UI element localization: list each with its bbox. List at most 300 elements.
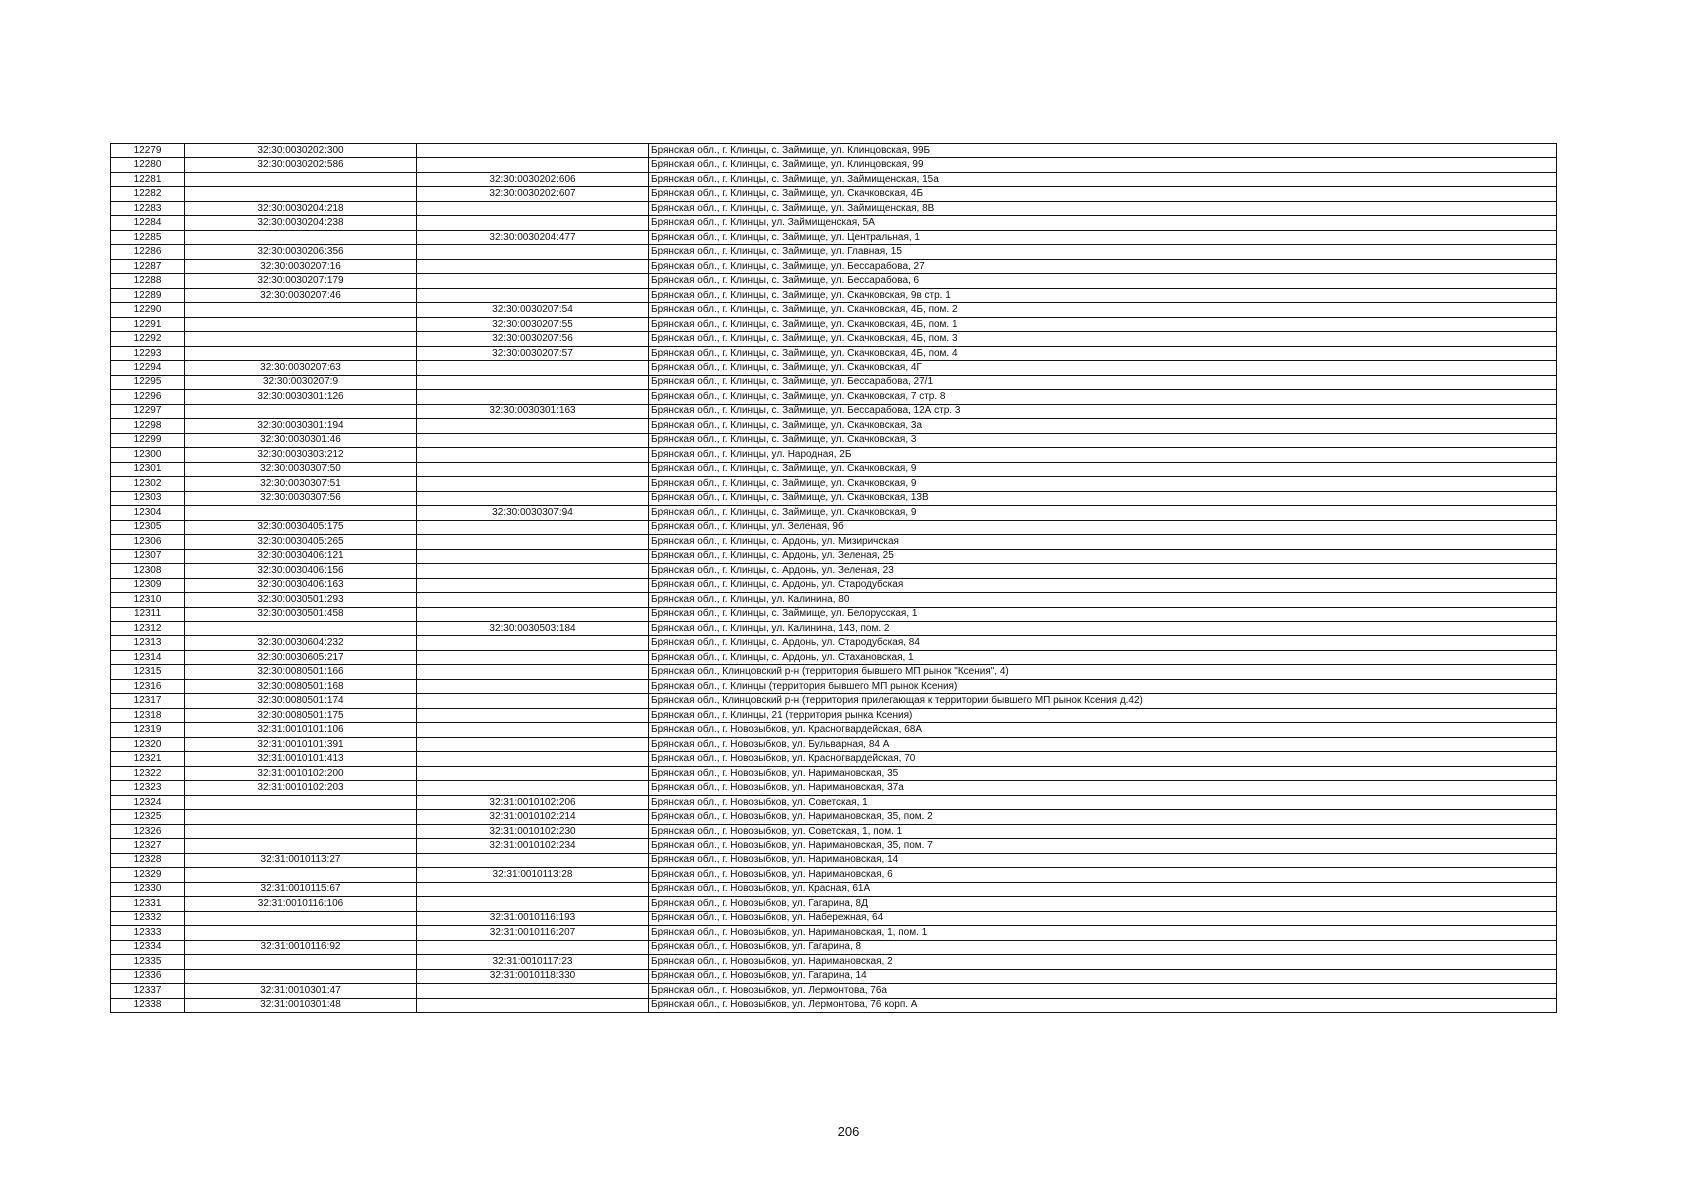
address-cell: Брянская обл., г. Новозыбков, ул. Гагарина, 8Д (649, 897, 1557, 911)
address-cell: Брянская обл., г. Клинцы, с. Займище, ул. Скачковская, 9в стр. 1 (649, 288, 1557, 302)
cadastral-number-premises-cell (417, 940, 649, 954)
cadastral-number-premises-cell: 32:30:0030207:54 (417, 303, 649, 317)
row-number-cell: 12312 (111, 621, 185, 635)
cadastral-number-premises-cell: 32:30:0030204:477 (417, 230, 649, 244)
cadastral-number-premises-cell (417, 216, 649, 230)
table-row (111, 433, 1557, 447)
row-number-cell: 12327 (111, 839, 185, 853)
row-number-cell: 12333 (111, 926, 185, 940)
table-row (111, 172, 1557, 186)
table-row (111, 665, 1557, 679)
address-cell: Брянская обл., г. Новозыбков, ул. Красная, 61А (649, 882, 1557, 896)
row-number-cell: 12320 (111, 737, 185, 751)
address-cell: Брянская обл., г. Клинцы, с. Займище, ул. Скачковская, 13В (649, 491, 1557, 505)
address-cell: Брянская обл., Клинцовский р-н (территория прилегающая к территории бывшего МП рынок Ксения д.42) (649, 694, 1557, 708)
cadastral-number-building-cell: 32:31:0010113:27 (185, 853, 417, 867)
address-cell: Брянская обл., г. Клинцы, с. Ардонь, ул. Мизиричская (649, 535, 1557, 549)
table-row (111, 506, 1557, 520)
address-cell: Брянская обл., г. Клинцы, ул. Народная, 2Б (649, 448, 1557, 462)
address-cell: Брянская обл., г. Клинцы, с. Займище, ул. Займищенская, 8В (649, 201, 1557, 215)
cadastral-number-building-cell: 32:30:0030207:179 (185, 274, 417, 288)
address-cell: Брянская обл., г. Новозыбков, ул. Гагарина, 14 (649, 969, 1557, 983)
cadastral-number-premises-cell: 32:31:0010113:28 (417, 868, 649, 882)
table-row (111, 549, 1557, 563)
row-number-cell: 12319 (111, 723, 185, 737)
address-cell: Брянская обл., г. Клинцы, с. Займище, ул. Скачковская, 9 (649, 462, 1557, 476)
address-cell: Брянская обл., г. Клинцы, с. Займище, ул. Центральная, 1 (649, 230, 1557, 244)
row-number-cell: 12283 (111, 201, 185, 215)
cadastral-number-premises-cell (417, 549, 649, 563)
row-number-cell: 12304 (111, 506, 185, 520)
address-cell: Брянская обл., г. Новозыбков, ул. Набережная, 64 (649, 911, 1557, 925)
cadastral-number-building-cell: 32:30:0030604:232 (185, 636, 417, 650)
table-row (111, 317, 1557, 331)
address-cell: Брянская обл., г. Клинцы, с. Займище, ул. Скачковская, 4Г (649, 361, 1557, 375)
cadastral-number-premises-cell (417, 477, 649, 491)
address-cell: Брянская обл., г. Новозыбков, ул. Наримановская, 35, пом. 2 (649, 810, 1557, 824)
row-number-cell: 12322 (111, 766, 185, 780)
cadastral-number-premises-cell (417, 361, 649, 375)
row-number-cell: 12308 (111, 564, 185, 578)
cadastral-number-building-cell: 32:30:0030207:16 (185, 259, 417, 273)
cadastral-number-building-cell: 32:30:0030301:194 (185, 419, 417, 433)
address-cell: Брянская обл., г. Клинцы, с. Займище, ул. Скачковская, 4Б, пом. 3 (649, 332, 1557, 346)
row-number-cell: 12299 (111, 433, 185, 447)
row-number-cell: 12293 (111, 346, 185, 360)
cadastral-number-premises-cell (417, 564, 649, 578)
row-number-cell: 12298 (111, 419, 185, 433)
cadastral-number-premises-cell (417, 491, 649, 505)
cadastral-number-premises-cell: 32:31:0010102:234 (417, 839, 649, 853)
cadastral-number-building-cell: 32:31:0010101:106 (185, 723, 417, 737)
cadastral-number-building-cell (185, 868, 417, 882)
table-row (111, 839, 1557, 853)
cadastral-number-building-cell: 32:31:0010101:413 (185, 752, 417, 766)
cadastral-number-building-cell: 32:30:0030307:51 (185, 477, 417, 491)
cadastral-number-building-cell (185, 172, 417, 186)
cadastral-number-premises-cell: 32:31:0010116:207 (417, 926, 649, 940)
address-cell: Брянская обл., г. Клинцы (территория бывшего МП рынок Ксения) (649, 679, 1557, 693)
address-cell: Брянская обл., г. Клинцы, с. Займище, ул. Бессарабова, 6 (649, 274, 1557, 288)
table-row (111, 361, 1557, 375)
row-number-cell: 12306 (111, 535, 185, 549)
cadastral-number-building-cell (185, 969, 417, 983)
table-row (111, 868, 1557, 882)
row-number-cell: 12291 (111, 317, 185, 331)
table-row (111, 448, 1557, 462)
cadastral-number-building-cell: 32:30:0030605:217 (185, 650, 417, 664)
row-number-cell: 12328 (111, 853, 185, 867)
address-cell: Брянская обл., г. Клинцы, с. Ардонь, ул. Стахановская, 1 (649, 650, 1557, 664)
table-row (111, 853, 1557, 867)
cadastral-number-premises-cell (417, 448, 649, 462)
table-row (111, 998, 1557, 1012)
table-row (111, 621, 1557, 635)
cadastral-number-building-cell: 32:31:0010116:92 (185, 940, 417, 954)
cadastral-number-premises-cell (417, 462, 649, 476)
cadastral-number-building-cell (185, 230, 417, 244)
address-cell: Брянская обл., г. Новозыбков, ул. Советская, 1 (649, 795, 1557, 809)
cadastral-number-premises-cell (417, 781, 649, 795)
row-number-cell: 12296 (111, 390, 185, 404)
table-row (111, 723, 1557, 737)
cadastral-number-premises-cell: 32:31:0010118:330 (417, 969, 649, 983)
row-number-cell: 12325 (111, 810, 185, 824)
cadastral-number-premises-cell (417, 853, 649, 867)
address-cell: Брянская обл., г. Клинцы, с. Займище, ул. Займищенская, 15а (649, 172, 1557, 186)
table-row (111, 390, 1557, 404)
cadastral-number-building-cell: 32:30:0080501:174 (185, 694, 417, 708)
table-row (111, 955, 1557, 969)
cadastral-number-building-cell: 32:31:0010301:48 (185, 998, 417, 1012)
table-row (111, 491, 1557, 505)
table-row (111, 578, 1557, 592)
cadastral-number-premises-cell: 32:30:0030202:607 (417, 187, 649, 201)
table-row (111, 940, 1557, 954)
address-cell: Брянская обл., г. Клинцы, с. Займище, ул. Скачковская, 4Б (649, 187, 1557, 201)
address-cell: Брянская обл., г. Новозыбков, ул. Советская, 1, пом. 1 (649, 824, 1557, 838)
cadastral-table-body (111, 144, 1557, 1013)
cadastral-number-building-cell (185, 332, 417, 346)
row-number-cell: 12286 (111, 245, 185, 259)
row-number-cell: 12303 (111, 491, 185, 505)
row-number-cell: 12289 (111, 288, 185, 302)
address-cell: Брянская обл., г. Новозыбков, ул. Наримановская, 6 (649, 868, 1557, 882)
cadastral-number-premises-cell: 32:31:0010102:206 (417, 795, 649, 809)
table-row (111, 303, 1557, 317)
cadastral-number-building-cell: 32:30:0030301:126 (185, 390, 417, 404)
cadastral-number-premises-cell (417, 679, 649, 693)
table-row (111, 911, 1557, 925)
table-row (111, 158, 1557, 172)
address-cell: Брянская обл., г. Новозыбков, ул. Бульварная, 84 А (649, 737, 1557, 751)
table-row (111, 824, 1557, 838)
row-number-cell: 12281 (111, 172, 185, 186)
cadastral-number-building-cell: 32:30:0030303:212 (185, 448, 417, 462)
address-cell: Брянская обл., г. Новозыбков, ул. Наримановская, 14 (649, 853, 1557, 867)
cadastral-number-premises-cell: 32:31:0010116:193 (417, 911, 649, 925)
row-number-cell: 12324 (111, 795, 185, 809)
cadastral-number-premises-cell: 32:31:0010102:230 (417, 824, 649, 838)
table-row (111, 332, 1557, 346)
table-row (111, 520, 1557, 534)
row-number-cell: 12300 (111, 448, 185, 462)
table-row (111, 201, 1557, 215)
row-number-cell: 12332 (111, 911, 185, 925)
row-number-cell: 12288 (111, 274, 185, 288)
cadastral-number-building-cell: 32:30:0030405:175 (185, 520, 417, 534)
row-number-cell: 12334 (111, 940, 185, 954)
cadastral-number-building-cell (185, 911, 417, 925)
cadastral-number-premises-cell (417, 259, 649, 273)
row-number-cell: 12305 (111, 520, 185, 534)
cadastral-number-premises-cell (417, 201, 649, 215)
cadastral-number-building-cell: 32:30:0030307:50 (185, 462, 417, 476)
cadastral-number-building-cell: 32:30:0030206:356 (185, 245, 417, 259)
cadastral-number-building-cell: 32:30:0030307:56 (185, 491, 417, 505)
cadastral-number-building-cell (185, 187, 417, 201)
table-row (111, 984, 1557, 998)
table-row (111, 810, 1557, 824)
row-number-cell: 12329 (111, 868, 185, 882)
row-number-cell: 12290 (111, 303, 185, 317)
address-cell: Брянская обл., г. Клинцы, ул. Зеленая, 9б (649, 520, 1557, 534)
table-row (111, 593, 1557, 607)
row-number-cell: 12338 (111, 998, 185, 1012)
address-cell: Брянская обл., г. Клинцы, с. Ардонь, ул. Стародубская (649, 578, 1557, 592)
address-cell: Брянская обл., г. Клинцы, с. Ардонь, ул. Зеленая, 23 (649, 564, 1557, 578)
cadastral-number-premises-cell: 32:30:0030207:55 (417, 317, 649, 331)
table-row (111, 679, 1557, 693)
cadastral-number-premises-cell (417, 752, 649, 766)
table-row (111, 288, 1557, 302)
cadastral-number-building-cell: 32:30:0030207:9 (185, 375, 417, 389)
row-number-cell: 12323 (111, 781, 185, 795)
cadastral-number-premises-cell (417, 984, 649, 998)
address-cell: Брянская обл., г. Новозыбков, ул. Красногвардейская, 68А (649, 723, 1557, 737)
row-number-cell: 12282 (111, 187, 185, 201)
cadastral-number-premises-cell (417, 665, 649, 679)
address-cell: Брянская обл., г. Клинцы, с. Ардонь, ул. Зеленая, 25 (649, 549, 1557, 563)
cadastral-number-building-cell: 32:31:0010101:391 (185, 737, 417, 751)
cadastral-number-building-cell: 32:30:0030202:300 (185, 144, 417, 158)
cadastral-number-premises-cell: 32:31:0010117:23 (417, 955, 649, 969)
cadastral-number-building-cell (185, 926, 417, 940)
cadastral-number-premises-cell (417, 578, 649, 592)
address-cell: Брянская обл., г. Клинцы, с. Займище, ул. Скачковская, 9 (649, 506, 1557, 520)
row-number-cell: 12311 (111, 607, 185, 621)
cadastral-number-premises-cell: 32:30:0030202:606 (417, 172, 649, 186)
address-cell: Брянская обл., г. Новозыбков, ул. Гагарина, 8 (649, 940, 1557, 954)
cadastral-number-building-cell (185, 303, 417, 317)
address-cell: Брянская обл., г. Новозыбков, ул. Наримановская, 35, пом. 7 (649, 839, 1557, 853)
row-number-cell: 12314 (111, 650, 185, 664)
table-row (111, 230, 1557, 244)
cadastral-number-premises-cell (417, 897, 649, 911)
table-row (111, 607, 1557, 621)
address-cell: Брянская обл., г. Клинцы, с. Займище, ул. Главная, 15 (649, 245, 1557, 259)
cadastral-number-building-cell (185, 824, 417, 838)
cadastral-number-building-cell: 32:30:0080501:166 (185, 665, 417, 679)
address-cell: Брянская обл., г. Клинцы, с. Займище, ул. Скачковская, 7 стр. 8 (649, 390, 1557, 404)
row-number-cell: 12285 (111, 230, 185, 244)
cadastral-number-premises-cell (417, 737, 649, 751)
table-row (111, 694, 1557, 708)
address-cell: Брянская обл., Клинцовский р-н (территория бывшего МП рынок "Ксения", 4) (649, 665, 1557, 679)
cadastral-number-premises-cell: 32:30:0030207:56 (417, 332, 649, 346)
row-number-cell: 12301 (111, 462, 185, 476)
address-cell: Брянская обл., г. Новозыбков, ул. Наримановская, 35 (649, 766, 1557, 780)
address-cell: Брянская обл., г. Клинцы, с. Займище, ул. Бессарабова, 27 (649, 259, 1557, 273)
address-cell: Брянская обл., г. Клинцы, с. Займище, ул. Клинцовская, 99Б (649, 144, 1557, 158)
cadastral-number-premises-cell (417, 158, 649, 172)
cadastral-number-premises-cell (417, 535, 649, 549)
cadastral-number-building-cell (185, 317, 417, 331)
address-cell: Брянская обл., г. Клинцы, с. Займище, ул. Бессарабова, 27/1 (649, 375, 1557, 389)
row-number-cell: 12294 (111, 361, 185, 375)
cadastral-number-building-cell: 32:30:0030406:121 (185, 549, 417, 563)
table-row (111, 259, 1557, 273)
row-number-cell: 12297 (111, 404, 185, 418)
cadastral-number-premises-cell (417, 882, 649, 896)
address-cell: Брянская обл., г. Новозыбков, ул. Лермонтова, 76а (649, 984, 1557, 998)
row-number-cell: 12309 (111, 578, 185, 592)
row-number-cell: 12318 (111, 708, 185, 722)
cadastral-number-premises-cell: 32:30:0030207:57 (417, 346, 649, 360)
table-row (111, 274, 1557, 288)
cadastral-number-premises-cell (417, 288, 649, 302)
cadastral-number-premises-cell (417, 694, 649, 708)
table-row (111, 897, 1557, 911)
cadastral-number-building-cell: 32:30:0030204:218 (185, 201, 417, 215)
address-cell: Брянская обл., г. Клинцы, с. Ардонь, ул. Стародубская, 84 (649, 636, 1557, 650)
cadastral-number-premises-cell: 32:31:0010102:214 (417, 810, 649, 824)
table-row (111, 346, 1557, 360)
cadastral-number-building-cell: 32:30:0030501:293 (185, 593, 417, 607)
row-number-cell: 12317 (111, 694, 185, 708)
cadastral-number-building-cell (185, 506, 417, 520)
table-row (111, 419, 1557, 433)
cadastral-number-premises-cell (417, 419, 649, 433)
table-row (111, 535, 1557, 549)
cadastral-number-premises-cell: 32:30:0030307:94 (417, 506, 649, 520)
address-cell: Брянская обл., г. Клинцы, с. Займище, ул. Скачковская, 4Б, пом. 4 (649, 346, 1557, 360)
table-row (111, 737, 1557, 751)
table-row (111, 766, 1557, 780)
cadastral-number-building-cell (185, 795, 417, 809)
table-row (111, 926, 1557, 940)
table-row (111, 216, 1557, 230)
page-number: 206 (837, 1124, 860, 1139)
table-row (111, 781, 1557, 795)
address-cell: Брянская обл., г. Новозыбков, ул. Лермонтова, 76 корп. А (649, 998, 1557, 1012)
address-cell: Брянская обл., г. Клинцы, с. Займище, ул. Клинцовская, 99 (649, 158, 1557, 172)
table-row (111, 375, 1557, 389)
row-number-cell: 12287 (111, 259, 185, 273)
cadastral-number-building-cell: 32:30:0030202:586 (185, 158, 417, 172)
cadastral-number-premises-cell (417, 375, 649, 389)
table-row (111, 564, 1557, 578)
address-cell: Брянская обл., г. Клинцы, с. Займище, ул. Белорусская, 1 (649, 607, 1557, 621)
address-cell: Брянская обл., г. Новозыбков, ул. Наримановская, 2 (649, 955, 1557, 969)
row-number-cell: 12337 (111, 984, 185, 998)
table-row (111, 462, 1557, 476)
cadastral-number-premises-cell (417, 636, 649, 650)
cadastral-number-building-cell: 32:31:0010116:106 (185, 897, 417, 911)
row-number-cell: 12335 (111, 955, 185, 969)
cadastral-number-building-cell: 32:31:0010102:200 (185, 766, 417, 780)
row-number-cell: 12310 (111, 593, 185, 607)
row-number-cell: 12307 (111, 549, 185, 563)
table-row (111, 752, 1557, 766)
cadastral-number-building-cell: 32:30:0030204:238 (185, 216, 417, 230)
cadastral-number-premises-cell (417, 520, 649, 534)
cadastral-number-building-cell: 32:30:0030207:63 (185, 361, 417, 375)
row-number-cell: 12321 (111, 752, 185, 766)
cadastral-number-premises-cell (417, 245, 649, 259)
cadastral-number-building-cell: 32:30:0030406:156 (185, 564, 417, 578)
cadastral-number-building-cell (185, 346, 417, 360)
cadastral-number-premises-cell (417, 433, 649, 447)
cadastral-number-building-cell: 32:30:0030406:163 (185, 578, 417, 592)
cadastral-number-building-cell: 32:31:0010115:67 (185, 882, 417, 896)
cadastral-number-building-cell (185, 621, 417, 635)
address-cell: Брянская обл., г. Клинцы, с. Займище, ул. Бессарабова, 12А стр. 3 (649, 404, 1557, 418)
address-cell: Брянская обл., г. Клинцы, ул. Калинина, 80 (649, 593, 1557, 607)
table-row (111, 245, 1557, 259)
cadastral-number-building-cell: 32:30:0030301:46 (185, 433, 417, 447)
address-cell: Брянская обл., г. Новозыбков, ул. Наримановская, 37а (649, 781, 1557, 795)
cadastral-number-premises-cell: 32:30:0030301:163 (417, 404, 649, 418)
cadastral-number-premises-cell (417, 723, 649, 737)
address-cell: Брянская обл., г. Новозыбков, ул. Наримановская, 1, пом. 1 (649, 926, 1557, 940)
cadastral-number-building-cell: 32:30:0030405:265 (185, 535, 417, 549)
cadastral-number-premises-cell (417, 650, 649, 664)
cadastral-number-building-cell: 32:30:0080501:168 (185, 679, 417, 693)
cadastral-number-building-cell: 32:30:0080501:175 (185, 708, 417, 722)
row-number-cell: 12284 (111, 216, 185, 230)
table-row (111, 650, 1557, 664)
cadastral-number-building-cell (185, 404, 417, 418)
cadastral-number-premises-cell (417, 607, 649, 621)
address-cell: Брянская обл., г. Клинцы, ул. Калинина, 143, пом. 2 (649, 621, 1557, 635)
row-number-cell: 12280 (111, 158, 185, 172)
table-row (111, 404, 1557, 418)
table-row (111, 708, 1557, 722)
cadastral-table (110, 143, 1557, 1013)
row-number-cell: 12315 (111, 665, 185, 679)
address-cell: Брянская обл., г. Клинцы, с. Займище, ул. Скачковская, 3а (649, 419, 1557, 433)
address-cell: Брянская обл., г. Клинцы, с. Займище, ул. Скачковская, 3 (649, 433, 1557, 447)
row-number-cell: 12279 (111, 144, 185, 158)
row-number-cell: 12292 (111, 332, 185, 346)
address-cell: Брянская обл., г. Новозыбков, ул. Красногвардейская, 70 (649, 752, 1557, 766)
cadastral-number-premises-cell (417, 766, 649, 780)
cadastral-number-building-cell (185, 839, 417, 853)
cadastral-number-premises-cell (417, 593, 649, 607)
cadastral-number-premises-cell (417, 708, 649, 722)
table-row (111, 636, 1557, 650)
address-cell: Брянская обл., г. Клинцы, с. Займище, ул. Скачковская, 4Б, пом. 2 (649, 303, 1557, 317)
cadastral-number-premises-cell (417, 390, 649, 404)
cadastral-number-building-cell: 32:31:0010102:203 (185, 781, 417, 795)
row-number-cell: 12313 (111, 636, 185, 650)
cadastral-number-premises-cell (417, 998, 649, 1012)
address-cell: Брянская обл., г. Клинцы, с. Займище, ул. Скачковская, 9 (649, 477, 1557, 491)
row-number-cell: 12331 (111, 897, 185, 911)
table-row (111, 477, 1557, 491)
row-number-cell: 12302 (111, 477, 185, 491)
cadastral-number-building-cell: 32:30:0030207:46 (185, 288, 417, 302)
table-row (111, 795, 1557, 809)
table-row (111, 144, 1557, 158)
table-row (111, 187, 1557, 201)
row-number-cell: 12295 (111, 375, 185, 389)
row-number-cell: 12326 (111, 824, 185, 838)
address-cell: Брянская обл., г. Клинцы, с. Займище, ул. Скачковская, 4Б, пом. 1 (649, 317, 1557, 331)
row-number-cell: 12316 (111, 679, 185, 693)
cadastral-number-premises-cell: 32:30:0030503:184 (417, 621, 649, 635)
cadastral-number-building-cell (185, 955, 417, 969)
table-row (111, 969, 1557, 983)
address-cell: Брянская обл., г. Клинцы, ул. Займищенская, 5А (649, 216, 1557, 230)
row-number-cell: 12336 (111, 969, 185, 983)
row-number-cell: 12330 (111, 882, 185, 896)
address-cell: Брянская обл., г. Клинцы, 21 (территория рынка Ксения) (649, 708, 1557, 722)
cadastral-number-building-cell (185, 810, 417, 824)
cadastral-number-premises-cell (417, 274, 649, 288)
table-row (111, 882, 1557, 896)
